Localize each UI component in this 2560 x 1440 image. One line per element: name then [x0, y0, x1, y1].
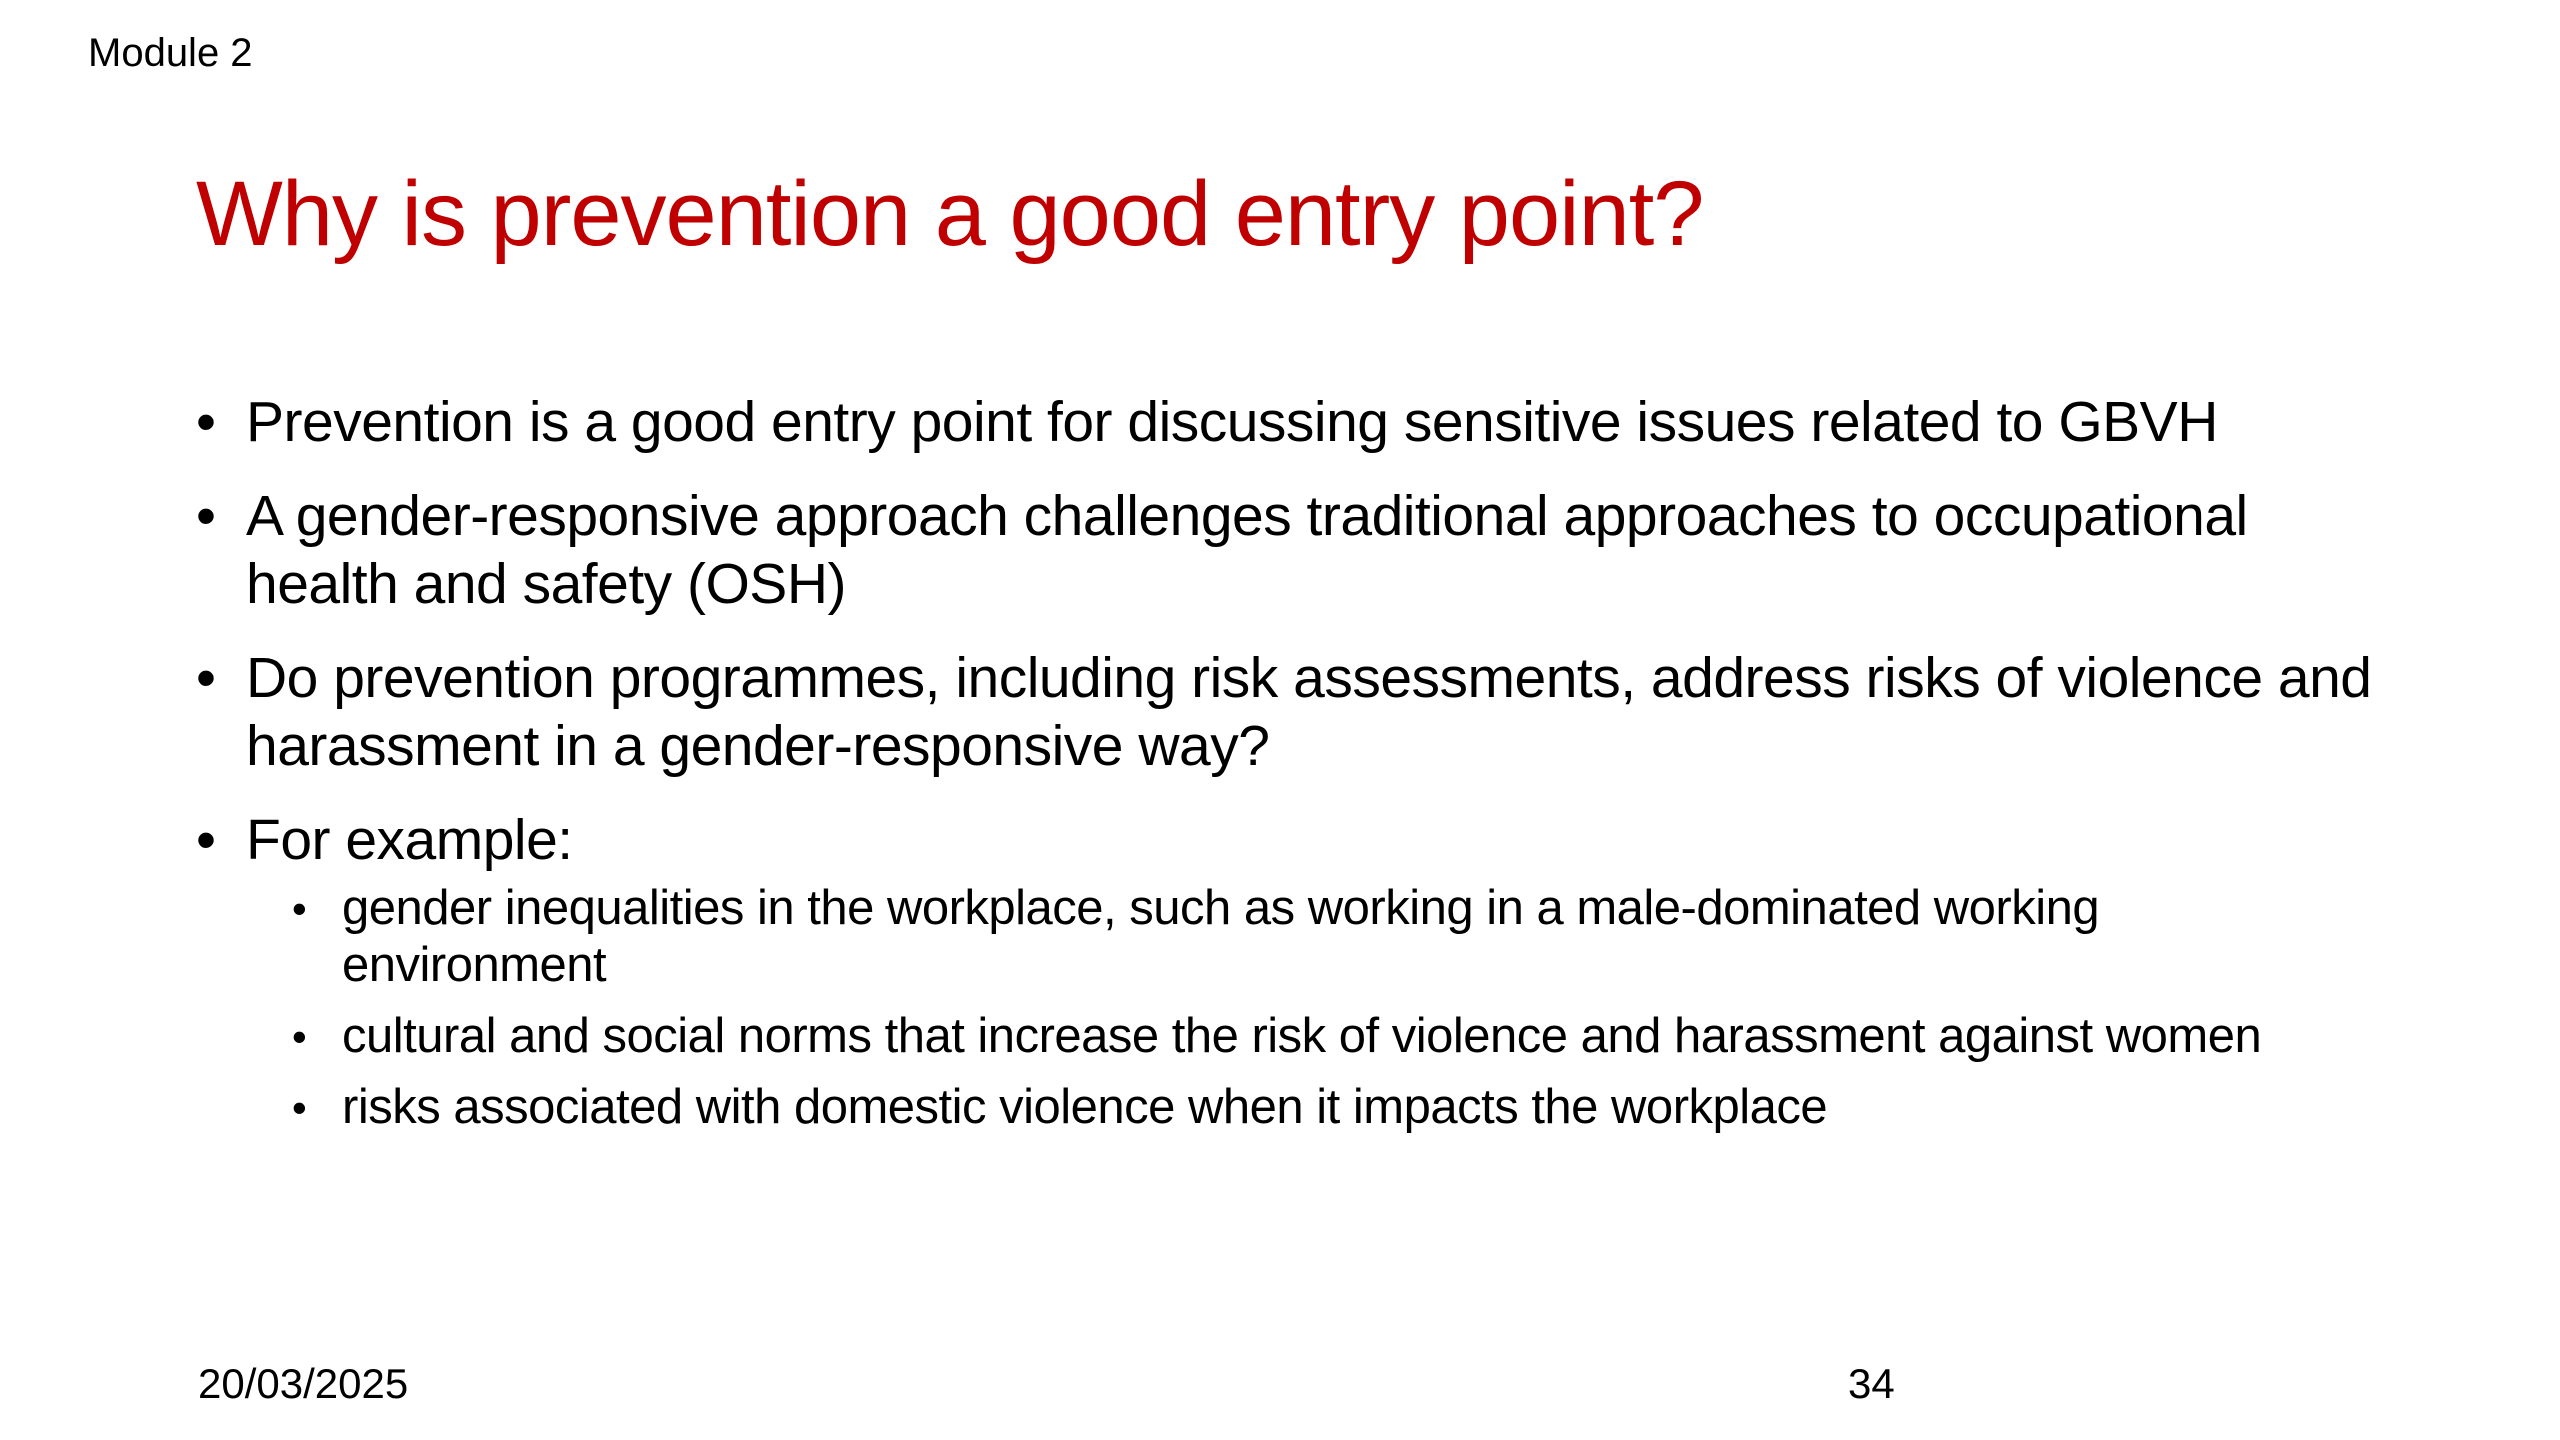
bullet-text: Do prevention programmes, including risk assessments, address risks of violence and harassment in a gender-responsive way? [246, 646, 2372, 778]
bullet-text: A gender-responsive approach challenges traditional approaches to occupational health and safety (OSH) [246, 484, 2248, 616]
slide-title: Why is prevention a good entry point? [196, 163, 1704, 265]
sub-bullet-item: • risks associated with domestic violence when it impacts the workplace [292, 1079, 2376, 1136]
bullet-item [196, 482, 2376, 618]
module-label: Module 2 [88, 31, 253, 75]
bullet-list [196, 388, 2376, 1162]
sub-bullet-item: • cultural and social norms that increase the risk of violence and harassment against women [292, 1008, 2376, 1065]
sub-bullet-list [292, 880, 2376, 1136]
page-number: 34 [1848, 1360, 1895, 1407]
sub-bullet-item: • gender inequalities in the workplace, such as working in a male-dominated working environment [292, 880, 2376, 994]
bullet-item [196, 806, 2376, 1136]
footer-date: 20/03/2025 [198, 1360, 409, 1407]
bullet-item [196, 388, 2376, 456]
bullet-item [196, 644, 2376, 780]
bullet-text: Prevention is a good entry point for discussing sensitive issues related to GBVH [246, 390, 2218, 454]
bullet-text: For example: [246, 808, 573, 872]
